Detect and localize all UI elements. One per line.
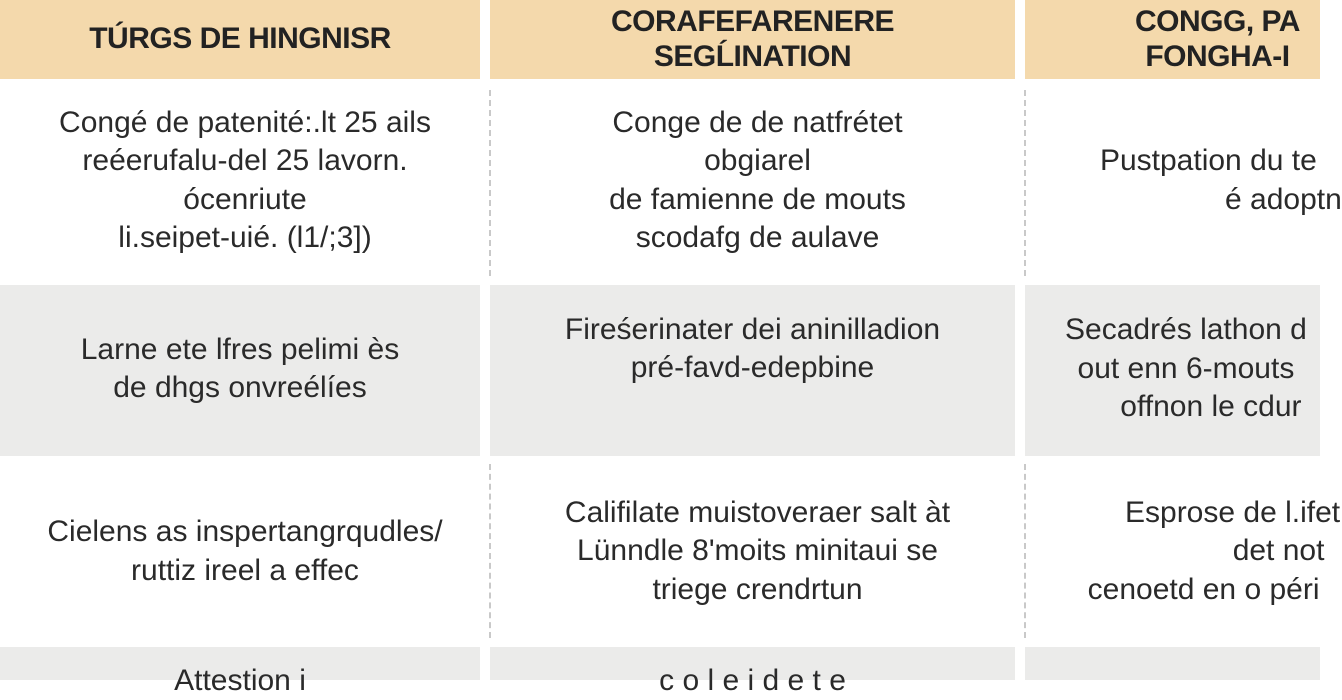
cell-line: Conge de de natfrétet <box>612 105 903 139</box>
header-line: SEGĹINATION <box>653 39 852 73</box>
header-line: CORAFEFARENERE <box>610 5 895 38</box>
cell-line: Cielens as inspertangrqudles/ <box>47 515 443 549</box>
cell-line: Larne ete lfres pelimi ès <box>80 332 400 366</box>
table-cell-r4-c3 <box>1025 644 1320 680</box>
table-cell-r4-c2 <box>490 644 1025 697</box>
cell-line: Pustpation du te <box>1099 144 1317 178</box>
cell-line: scodafg de aulave <box>635 220 880 254</box>
table-cell-r2-c1 <box>0 279 490 459</box>
table-header-col-1 <box>0 0 490 82</box>
table-cell-r3-c1 <box>0 459 490 644</box>
cell-line: é adoptn <box>1225 182 1342 216</box>
cell-line: Fireśerinater dei aninilladion <box>564 313 941 346</box>
column-divider <box>1024 464 1026 638</box>
cell-line: li.seipet-uié. (l1/;3]) <box>118 220 372 254</box>
cell-line: reéerufalu-del 25 lavorn. <box>82 144 408 178</box>
row-separator <box>0 279 1320 285</box>
cell-line: cenoetd en o péri <box>1087 572 1320 606</box>
cell-line: de dhgs onvreélíes <box>113 371 367 404</box>
column-divider <box>489 464 491 638</box>
cell-line: Congé de patenité:.lt 25 ails <box>59 105 431 139</box>
cell-line: Lünndle 8'moits minitaui se <box>577 534 938 568</box>
table-header-col-3 <box>1025 0 1320 82</box>
cell-line: out enn 6-mouts <box>1077 351 1295 385</box>
table-cell-r1-c3 <box>1025 82 1342 279</box>
cell-line: triege crendrtun <box>652 572 863 606</box>
table-cell-r1-c1 <box>0 82 490 279</box>
cell-line: obgiarel <box>704 144 811 178</box>
table-cell-r4-c1 <box>0 644 490 697</box>
column-divider <box>1024 90 1026 276</box>
cell-line: de famienne de mouts <box>609 182 906 216</box>
row-separator <box>0 456 1320 462</box>
header-line: FONGHA-I <box>1145 39 1290 73</box>
table-cell-r2-c3 <box>1025 279 1320 459</box>
header-line: TÚRGS DE HINGNISR <box>89 22 391 56</box>
header-line: CONGG, PA <box>1135 5 1300 38</box>
cell-line: offnon le cdur <box>1120 390 1302 424</box>
cell-line: Secadrés lathon d <box>1065 313 1307 347</box>
cell-line: pré-favd-edepbine <box>630 351 875 385</box>
table-cell-r3-c3 <box>1025 459 1341 644</box>
cell-line: det not <box>1232 534 1325 568</box>
cell-line: ócenriute <box>183 182 307 216</box>
table-header-col-2 <box>490 0 1025 82</box>
cell-line: c o l e i d e t e <box>659 664 846 697</box>
cell-line: ruttiz ireel a effec <box>131 553 359 587</box>
row-separator <box>0 641 1320 647</box>
column-divider <box>489 90 491 276</box>
cell-line: Esprose de l.ifet <box>1125 495 1341 529</box>
table-cell-r3-c2 <box>490 459 1025 644</box>
table-cell-r2-c2 <box>490 279 1025 459</box>
cell-line: Attestion i <box>174 664 306 697</box>
cell-line: Califilate muistoverаer salt àt <box>564 495 951 529</box>
table-cell-r1-c2 <box>490 82 1025 279</box>
